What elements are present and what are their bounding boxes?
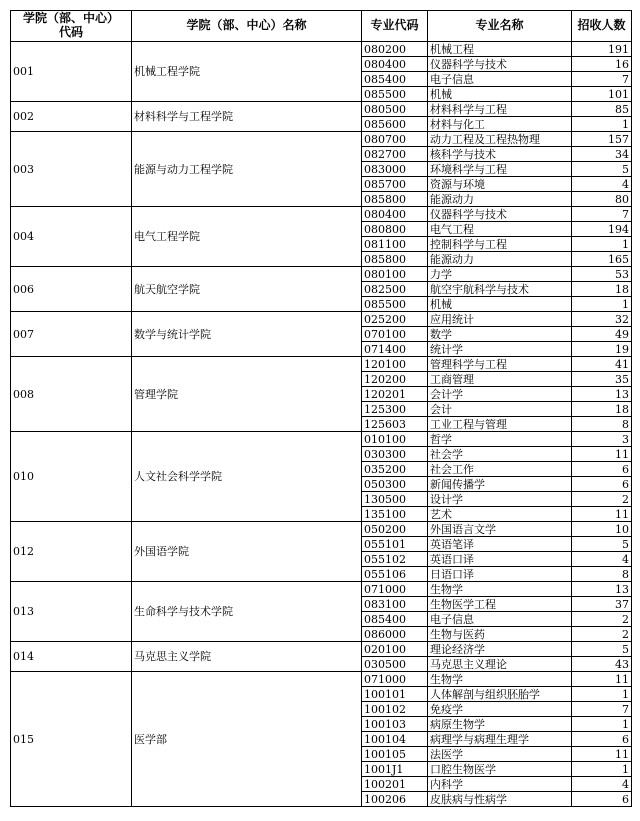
major-code: 082700 (362, 147, 428, 162)
major-code: 025200 (362, 312, 428, 327)
header-college-code-line2: 代码 (58, 25, 83, 39)
enrollment-count: 5 (572, 537, 632, 552)
major-code: 100102 (362, 702, 428, 717)
enrollment-count: 2 (572, 612, 632, 627)
major-name: 工业工程与管理 (428, 417, 572, 432)
enrollment-count: 53 (572, 267, 632, 282)
header-row (11, 11, 632, 42)
major-name: 机械 (428, 87, 572, 102)
enrollment-count: 37 (572, 597, 632, 612)
major-name: 统计学 (428, 342, 572, 357)
college-code: 014 (11, 642, 132, 672)
major-name: 管理科学与工程 (428, 357, 572, 372)
major-name: 数学 (428, 327, 572, 342)
major-code: 080400 (362, 57, 428, 72)
table-row (11, 432, 632, 447)
enrollment-count: 13 (572, 387, 632, 402)
major-code: 120200 (362, 372, 428, 387)
header-college-name: 学院（部、中心）名称 (132, 11, 362, 42)
college-name: 机械工程学院 (132, 42, 362, 102)
enrollment-count: 6 (572, 792, 632, 807)
major-name: 人体解剖与组织胚胎学 (428, 687, 572, 702)
college-name: 数学与统计学院 (132, 312, 362, 357)
major-name: 理论经济学 (428, 642, 572, 657)
major-name: 能源动力 (428, 192, 572, 207)
enrollment-count: 1 (572, 117, 632, 132)
major-code: 080500 (362, 102, 428, 117)
table-row (11, 672, 632, 687)
table-row (11, 42, 632, 57)
major-code: 081100 (362, 237, 428, 252)
major-code: 080700 (362, 132, 428, 147)
enrollment-count: 165 (572, 252, 632, 267)
table-row (11, 642, 632, 657)
college-name: 航天航空学院 (132, 267, 362, 312)
major-code: 100201 (362, 777, 428, 792)
enrollment-count: 49 (572, 327, 632, 342)
major-name: 生物医学工程 (428, 597, 572, 612)
enrollment-count: 7 (572, 207, 632, 222)
major-code: 080200 (362, 42, 428, 57)
major-code: 085800 (362, 192, 428, 207)
header-major-name: 专业名称 (428, 11, 572, 42)
major-name: 内科学 (428, 777, 572, 792)
major-name: 生物学 (428, 582, 572, 597)
enrollment-count: 32 (572, 312, 632, 327)
enrollment-count: 41 (572, 357, 632, 372)
major-name: 材料科学与工程 (428, 102, 572, 117)
enrollment-count: 4 (572, 552, 632, 567)
enrollment-count: 2 (572, 627, 632, 642)
major-name: 口腔生物医学 (428, 762, 572, 777)
enrollment-count: 1 (572, 297, 632, 312)
major-code: 055102 (362, 552, 428, 567)
header-college-code (11, 11, 132, 42)
major-code: 125300 (362, 402, 428, 417)
major-code: 100104 (362, 732, 428, 747)
major-name: 能源动力 (428, 252, 572, 267)
major-code: 085700 (362, 177, 428, 192)
header-college-code-line1: 学院（部、中心） (22, 11, 119, 26)
college-name: 生命科学与技术学院 (132, 582, 362, 642)
enrollment-count: 34 (572, 147, 632, 162)
college-name: 管理学院 (132, 357, 362, 432)
college-name: 电气工程学院 (132, 207, 362, 267)
major-name: 免疫学 (428, 702, 572, 717)
college-code: 001 (11, 42, 132, 102)
major-code: 080400 (362, 207, 428, 222)
table-body (11, 42, 632, 807)
major-code: 035200 (362, 462, 428, 477)
enrollment-count: 5 (572, 642, 632, 657)
enrollment-count: 4 (572, 177, 632, 192)
header-major-code: 专业代码 (362, 11, 428, 42)
major-name: 航空宇航科学与技术 (428, 282, 572, 297)
major-code: 100101 (362, 687, 428, 702)
enrollment-count: 8 (572, 417, 632, 432)
major-name: 电气工程 (428, 222, 572, 237)
enrollment-count: 19 (572, 342, 632, 357)
enrollment-count: 3 (572, 432, 632, 447)
enrollment-count: 11 (572, 507, 632, 522)
enrollment-count: 13 (572, 582, 632, 597)
major-name: 仪器科学与技术 (428, 207, 572, 222)
major-code: 085400 (362, 612, 428, 627)
major-name: 动力工程及工程热物理 (428, 132, 572, 147)
major-name: 社会学 (428, 447, 572, 462)
major-code: 085500 (362, 297, 428, 312)
major-name: 外国语言文学 (428, 522, 572, 537)
college-code: 012 (11, 522, 132, 582)
major-code: 010100 (362, 432, 428, 447)
college-name: 能源与动力工程学院 (132, 132, 362, 207)
enrollment-count: 1 (572, 762, 632, 777)
table-row (11, 132, 632, 147)
enrollment-count: 18 (572, 402, 632, 417)
college-code: 010 (11, 432, 132, 522)
major-name: 英语口译 (428, 552, 572, 567)
table-row (11, 102, 632, 117)
enrollment-count: 11 (572, 447, 632, 462)
college-code: 015 (11, 672, 132, 807)
major-name: 资源与环境 (428, 177, 572, 192)
enrollment-count: 35 (572, 372, 632, 387)
enrollment-count: 7 (572, 72, 632, 87)
table-row (11, 267, 632, 282)
major-name: 法医学 (428, 747, 572, 762)
major-name: 生物与医药 (428, 627, 572, 642)
major-name: 日语口译 (428, 567, 572, 582)
major-name: 艺术 (428, 507, 572, 522)
enrollment-count: 194 (572, 222, 632, 237)
college-code: 002 (11, 102, 132, 132)
major-name: 英语笔译 (428, 537, 572, 552)
major-name: 新闻传播学 (428, 477, 572, 492)
major-name: 控制科学与工程 (428, 237, 572, 252)
major-name: 电子信息 (428, 72, 572, 87)
college-name: 马克思主义学院 (132, 642, 362, 672)
enrollment-count: 6 (572, 477, 632, 492)
enrollment-count: 6 (572, 732, 632, 747)
major-name: 机械 (428, 297, 572, 312)
enrollment-count: 43 (572, 657, 632, 672)
major-code: 100103 (362, 717, 428, 732)
college-code: 008 (11, 357, 132, 432)
major-name: 生物学 (428, 672, 572, 687)
enrollment-count: 1 (572, 717, 632, 732)
major-name: 力学 (428, 267, 572, 282)
enrollment-count: 85 (572, 102, 632, 117)
major-code: 083100 (362, 597, 428, 612)
enrollment-count: 1 (572, 687, 632, 702)
major-code: 071400 (362, 342, 428, 357)
enrollment-count: 16 (572, 57, 632, 72)
major-code: 120100 (362, 357, 428, 372)
major-code: 083000 (362, 162, 428, 177)
major-code: 100206 (362, 792, 428, 807)
major-name: 马克思主义理论 (428, 657, 572, 672)
major-code: 120201 (362, 387, 428, 402)
major-name: 会计 (428, 402, 572, 417)
major-code: 125603 (362, 417, 428, 432)
college-code: 003 (11, 132, 132, 207)
major-code: 100105 (362, 747, 428, 762)
college-name: 外国语学院 (132, 522, 362, 582)
enrollment-count: 11 (572, 672, 632, 687)
major-name: 应用统计 (428, 312, 572, 327)
major-code: 020100 (362, 642, 428, 657)
major-name: 工商管理 (428, 372, 572, 387)
major-code: 085500 (362, 87, 428, 102)
enrollment-count: 18 (572, 282, 632, 297)
major-name: 社会工作 (428, 462, 572, 477)
major-name: 哲学 (428, 432, 572, 447)
enrollment-count: 5 (572, 162, 632, 177)
enrollment-count: 157 (572, 132, 632, 147)
table-row (11, 357, 632, 372)
enrollment-count: 6 (572, 462, 632, 477)
enrollment-count: 7 (572, 702, 632, 717)
major-code: 080100 (362, 267, 428, 282)
major-name: 病理学与病理生理学 (428, 732, 572, 747)
major-code: 130500 (362, 492, 428, 507)
major-code: 086000 (362, 627, 428, 642)
college-code: 013 (11, 582, 132, 642)
major-name: 设计学 (428, 492, 572, 507)
enrollment-count: 4 (572, 777, 632, 792)
major-code: 030500 (362, 657, 428, 672)
enrollment-count: 8 (572, 567, 632, 582)
major-code: 085400 (362, 72, 428, 87)
major-code: 050300 (362, 477, 428, 492)
major-code: 071000 (362, 582, 428, 597)
college-name: 医学部 (132, 672, 362, 807)
enrollment-count: 10 (572, 522, 632, 537)
table-row (11, 312, 632, 327)
major-code: 1001J1 (362, 762, 428, 777)
header-enrollment: 招收人数 (572, 11, 632, 42)
major-code: 030300 (362, 447, 428, 462)
major-code: 082500 (362, 282, 428, 297)
major-code: 055106 (362, 567, 428, 582)
enrollment-count: 1 (572, 237, 632, 252)
major-code: 071000 (362, 672, 428, 687)
major-name: 电子信息 (428, 612, 572, 627)
major-name: 环境科学与工程 (428, 162, 572, 177)
major-name: 材料与化工 (428, 117, 572, 132)
major-name: 皮肤病与性病学 (428, 792, 572, 807)
major-name: 仪器科学与技术 (428, 57, 572, 72)
enrollment-count: 80 (572, 192, 632, 207)
table-row (11, 522, 632, 537)
major-code: 070100 (362, 327, 428, 342)
enrollment-count: 11 (572, 747, 632, 762)
major-code: 055101 (362, 537, 428, 552)
enrollment-count: 191 (572, 42, 632, 57)
major-name: 机械工程 (428, 42, 572, 57)
major-code: 050200 (362, 522, 428, 537)
college-code: 006 (11, 267, 132, 312)
major-code: 135100 (362, 507, 428, 522)
college-code: 004 (11, 207, 132, 267)
enrollment-table (10, 10, 632, 807)
major-name: 病原生物学 (428, 717, 572, 732)
major-code: 085800 (362, 252, 428, 267)
major-name: 会计学 (428, 387, 572, 402)
enrollment-count: 101 (572, 87, 632, 102)
major-name: 核科学与技术 (428, 147, 572, 162)
enrollment-count: 2 (572, 492, 632, 507)
table-row (11, 207, 632, 222)
table-row (11, 582, 632, 597)
major-code: 085600 (362, 117, 428, 132)
college-name: 人文社会科学学院 (132, 432, 362, 522)
college-code: 007 (11, 312, 132, 357)
major-code: 080800 (362, 222, 428, 237)
college-name: 材料科学与工程学院 (132, 102, 362, 132)
